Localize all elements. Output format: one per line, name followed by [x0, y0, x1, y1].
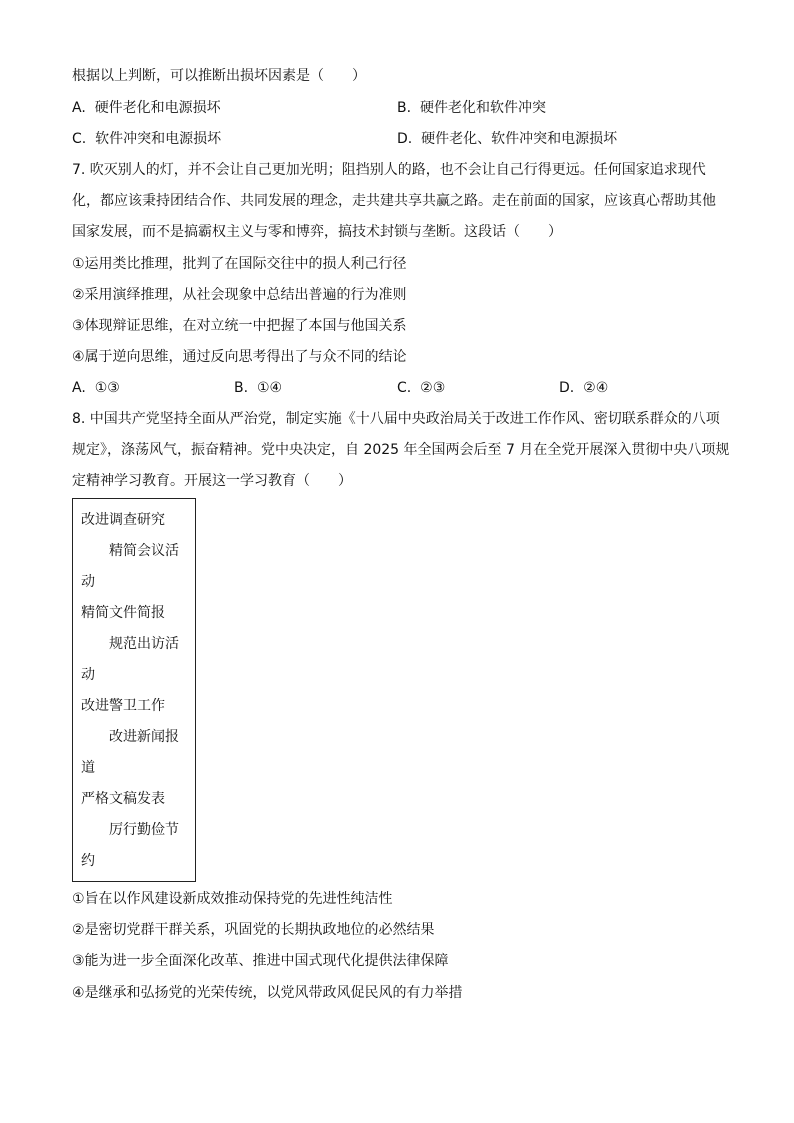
q6-option-c[interactable] — [72, 129, 221, 149]
box-item: 改进调查研究 — [81, 512, 165, 528]
q6-option-a[interactable] — [72, 98, 221, 118]
option-letter: B. — [234, 380, 249, 396]
eight-rules-box — [72, 498, 196, 882]
q7-statement-2: ②采用演绎推理，从社会现象中总结出普遍的行为准则 — [72, 287, 407, 303]
q7-option-c[interactable] — [397, 378, 445, 398]
box-item: 约 — [81, 853, 95, 869]
q7-option-a[interactable] — [72, 378, 120, 398]
option-letter: C. — [72, 131, 87, 147]
option-text: ②③ — [420, 380, 446, 396]
q7-statement-3: ③体现辩证思维，在对立统一中把握了本国与他国关系 — [72, 318, 407, 334]
q6-stem: 根据以上判断，可以推断出损坏因素是（ ） — [72, 68, 366, 84]
q8-stem-line: 规定》，涤荡风气，振奋精神。党中央决定，自 2025 年全国两会后至 7 月在全党开展深入贯彻中央八项规 — [72, 442, 730, 458]
box-item: 严格文稿发表 — [81, 791, 165, 807]
option-letter: D. — [559, 380, 575, 396]
q7-stem-line: 化，都应该秉持团结合作、共同发展的理念，走共建共享共赢之路。走在前面的国家，应该真心帮助其他 — [72, 193, 716, 209]
option-letter: A. — [72, 100, 86, 116]
q6-option-b[interactable] — [397, 98, 546, 118]
q8-stem-line: 8. 中国共产党坚持全面从严治党，制定实施《十八届中央政治局关于改进工作作风、密切联系群众的八项 — [72, 411, 720, 427]
box-item: 规范出访活 — [109, 636, 179, 652]
q8-statement-3: ③能为进一步全面深化改革、推进中国式现代化提供法律保障 — [72, 953, 449, 969]
box-item: 改进警卫工作 — [81, 698, 165, 714]
option-letter: A. — [72, 380, 86, 396]
option-text: ①③ — [94, 380, 120, 396]
q7-statement-1: ①运用类比推理，批判了在国际交往中的损人利己行径 — [72, 256, 407, 272]
option-text: 硬件老化、软件冲突和电源损坏 — [421, 131, 618, 147]
box-item: 动 — [81, 667, 95, 683]
q7-statement-4: ④属于逆向思维，通过反向思考得出了与众不同的结论 — [72, 349, 407, 365]
option-text: ①④ — [256, 380, 283, 396]
box-item: 厉行勤俭节 — [109, 822, 179, 838]
q7-option-d[interactable] — [559, 378, 608, 398]
option-text: 硬件老化和软件冲突 — [419, 100, 546, 116]
q8-stem-line: 定精神学习教育。开展这一学习教育（ ） — [72, 473, 352, 489]
option-letter: D. — [397, 131, 413, 147]
option-letter: B. — [397, 100, 412, 116]
option-text: 软件冲突和电源损坏 — [95, 131, 222, 147]
box-item: 精简文件简报 — [81, 605, 165, 621]
option-text: 硬件老化和电源损坏 — [94, 100, 221, 116]
option-text: ②④ — [583, 380, 609, 396]
q6-option-d[interactable] — [397, 129, 617, 149]
option-letter: C. — [397, 380, 412, 396]
box-item: 动 — [81, 574, 95, 590]
box-item: 道 — [81, 760, 95, 776]
box-item: 精简会议活 — [109, 543, 179, 559]
q8-statement-2: ②是密切党群干群关系，巩固党的长期执政地位的必然结果 — [72, 922, 435, 938]
q8-statement-4: ④是继承和弘扬党的光荣传统，以党风带政风促民风的有力举措 — [72, 985, 463, 1001]
q7-stem-line: 国家发展，而不是搞霸权主义与零和博弈，搞技术封锁与垄断。这段话（ ） — [72, 224, 562, 240]
box-item: 改进新闻报 — [109, 729, 179, 745]
q8-statement-1: ①旨在以作风建设新成效推动保持党的先进性纯洁性 — [72, 891, 393, 907]
q7-stem-line: 7. 吹灭别人的灯，并不会让自己更加光明；阻挡别人的路，也不会让自己行得更远。任何国家追求现代 — [72, 162, 706, 178]
q7-option-b[interactable] — [234, 378, 282, 398]
